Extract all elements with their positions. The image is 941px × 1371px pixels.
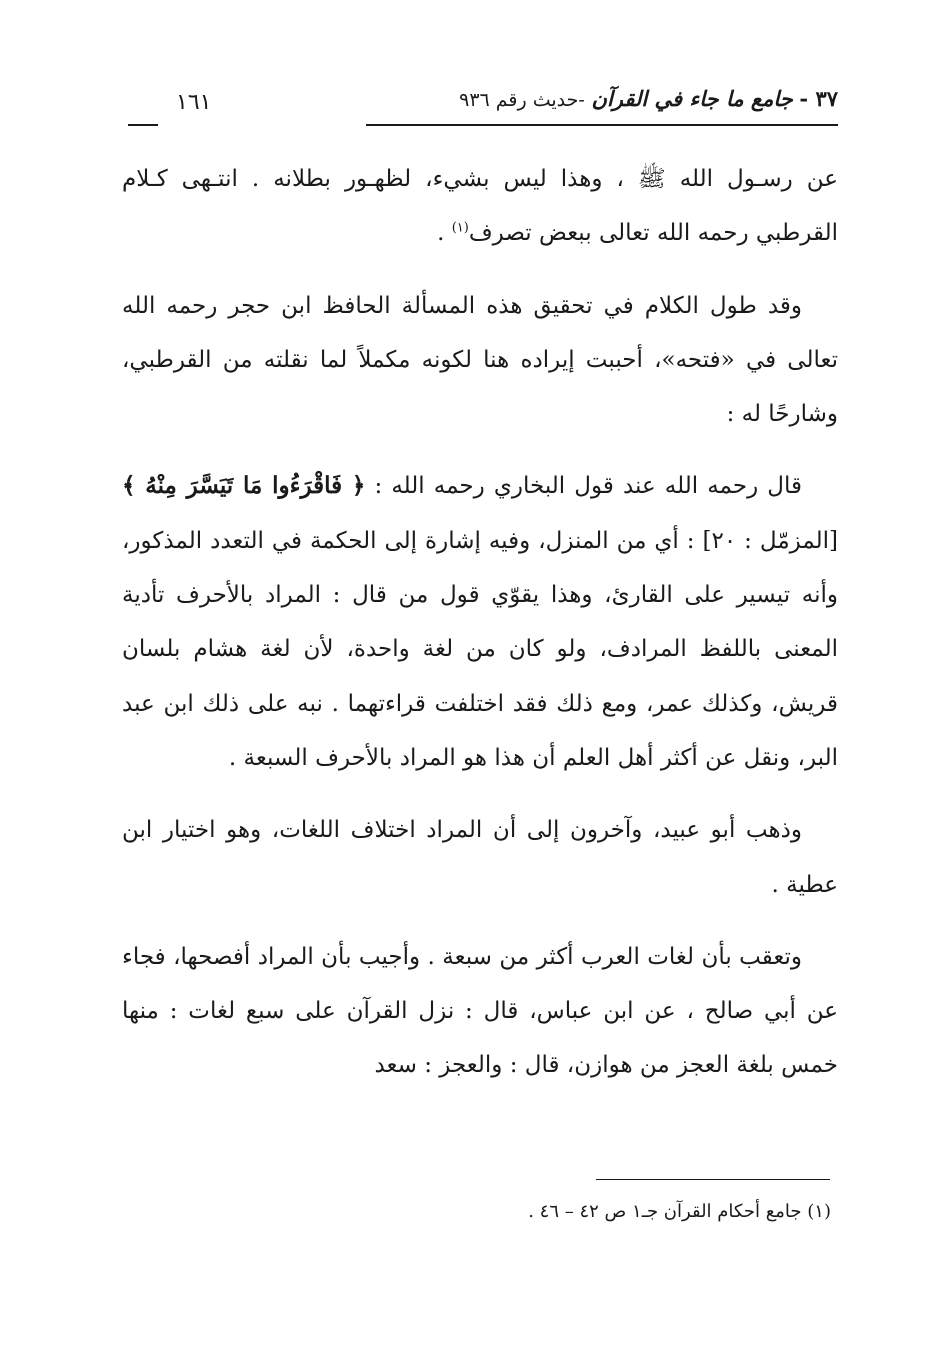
header-rule [366, 124, 838, 126]
footnote-text: جامع أحكام القرآن جـ١ ص ٤٢ – ٤٦ . [528, 1201, 802, 1222]
page-number: ١٦١ [176, 90, 212, 115]
paragraph-5: وتعقب بأن لغات العرب أكثر من سبعة . وأجيب بأن المراد أفصحها، فجاء عن أبي صالح ، عن ابن عباس، قال : نزل القرآن على سبع لغات : منها خمس بلغة العجز من هوازن، قال : والعجز : سعد [122, 943, 838, 1079]
footnote-separator [596, 1179, 830, 1180]
chapter-name: جامع ما جاء في القرآن [591, 86, 793, 111]
chapter-number: ٣٧ - [799, 86, 838, 111]
paragraph-1-end: . [437, 220, 452, 247]
footnote-reference: (١) [451, 220, 469, 236]
header-title [459, 86, 838, 111]
quran-verse: ﴿ فَاقْرَءُوا مَا تَيَسَّرَ مِنْهُ ﴾ [122, 472, 366, 500]
hadith-reference: -حديث رقم ٩٣٦ [459, 89, 585, 111]
body-text [122, 152, 838, 1111]
paragraph-3-text: [المزمّل : ٢٠] : أي من المنزل، وفيه إشارة إلى الحكمة في التعدد المذكور، وأنه تيسير على القارئ، وهذا يقوّي قول من قال : المراد بالأحرف تأدية المعنى باللفظ المرادف، ولو كان من لغة واحدة، لأن لغة هشام بلسان قريش، وكذلك عمر، ومع ذلك فقد اختلفت قراءتهما . نبه على ذلك ابن عبد البر، ونقل عن أكثر أهل العلم أن هذا هو المراد بالأحرف السبعة . [122, 527, 838, 771]
paragraph-3-intro: قال رحمه الله عند قول البخاري رحمه الله : [365, 473, 802, 500]
paragraph-4: وذهب أبو عبيد، وآخرون إلى أن المراد اختلاف اللغات، وهو اختيار ابن عطية . [122, 817, 838, 898]
footnote-mark: (١) [807, 1201, 831, 1222]
paragraph-1-text: عن رسـول الله ﷺ ، وهذا ليس بشيء، لظهـور بطلانه . انتـهى كـلام القرطبي رحمه الله تعالى ببعض تصرف [122, 166, 838, 247]
paragraph-1 [122, 152, 838, 261]
paragraph-3 [122, 459, 838, 785]
header-rule-end [128, 124, 158, 126]
paragraph-2: وقد طول الكلام في تحقيق هذه المسألة الحافظ ابن حجر رحمه الله تعالى في «فتحه»، أحببت إيراده هنا لكونه مكملاً لما نقلته من القرطبي، وشارحًا له : [122, 292, 838, 428]
footnote [131, 1197, 831, 1227]
running-header [126, 82, 838, 128]
